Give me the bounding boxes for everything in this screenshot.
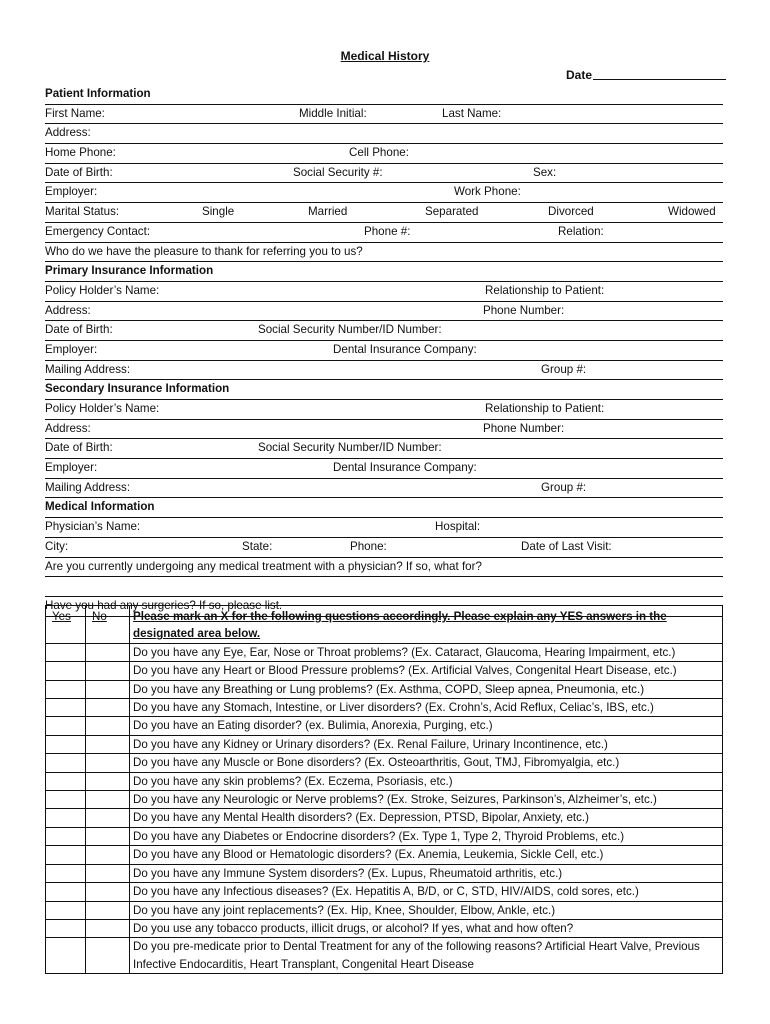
physician-phone-label: Phone:: [350, 539, 387, 553]
no-checkbox-cell[interactable]: [86, 809, 130, 827]
emergency-contact-label: Emergency Contact:: [45, 224, 151, 238]
secondary-dob-label: Date of Birth:: [45, 441, 113, 455]
section-title: Patient Information: [45, 87, 151, 100]
question-row: [46, 662, 723, 680]
question-row: [46, 643, 723, 661]
question-row: [46, 772, 723, 790]
no-checkbox-cell[interactable]: [86, 735, 130, 753]
question-row: [46, 791, 723, 809]
row-secondary-address[interactable]: [45, 420, 723, 440]
no-checkbox-cell[interactable]: [86, 754, 130, 772]
city-label: City:: [45, 539, 69, 553]
row-phones[interactable]: [45, 144, 723, 164]
treatment-label: Are you currently undergoing any medical treatment with a physician? If so, what for?: [45, 559, 482, 573]
primary-company-label: Dental Insurance Company:: [333, 342, 477, 356]
primary-relationship-label: Relationship to Patient:: [485, 283, 605, 297]
question-row: [46, 919, 723, 937]
physician-label: Physician’s Name:: [45, 520, 141, 534]
no-checkbox-cell[interactable]: [86, 883, 130, 901]
dob-label: Date of Birth:: [45, 165, 113, 179]
primary-phone-label: Phone Number:: [483, 303, 565, 317]
question-text: Do you have any Mental Health disorders? (Ex. Depression, PTSD, Bipolar, Anxiety, etc.): [130, 809, 723, 827]
marital-status-label: Marital Status:: [45, 205, 120, 219]
marital-single[interactable]: Single: [202, 205, 235, 219]
yes-checkbox-cell[interactable]: [46, 662, 86, 680]
form-title: Medical History: [340, 49, 430, 63]
secondary-ssn-label: Social Security Number/ID Number:: [258, 441, 442, 455]
primary-group-label: Group #:: [541, 362, 587, 376]
address-label: Address:: [45, 126, 91, 140]
question-row: [46, 864, 723, 882]
question-text: Do you have any Heart or Blood Pressure problems? (Ex. Artificial Valves, Congenital Heart Disease, etc.): [130, 662, 723, 680]
marital-divorced[interactable]: Divorced: [548, 205, 594, 219]
secondary-address-label: Address:: [45, 421, 91, 435]
secondary-relationship-label: Relationship to Patient:: [485, 402, 605, 415]
section-primary-insurance: [45, 262, 723, 282]
question-row: [46, 699, 723, 717]
question-row: [46, 717, 723, 735]
question-text: Do you have any Stomach, Intestine, or Liver disorders? (Ex. Crohn’s, Acid Reflux, Celiac’s, IBS, etc.): [130, 699, 723, 717]
last-name-label: Last Name:: [442, 106, 502, 120]
no-checkbox-cell[interactable]: [86, 791, 130, 809]
question-row: [46, 846, 723, 864]
employer-label: Employer:: [45, 185, 98, 199]
primary-address-label: Address:: [45, 303, 91, 317]
yes-checkbox-cell[interactable]: [46, 791, 86, 809]
ssn-label: Social Security #:: [293, 165, 383, 179]
row-primary-holder[interactable]: [45, 282, 723, 302]
row-secondary-mailing[interactable]: [45, 479, 723, 499]
hospital-label: Hospital:: [435, 520, 481, 534]
work-phone-label: Work Phone:: [454, 185, 521, 199]
yes-checkbox-cell[interactable]: [46, 846, 86, 864]
row-marital-status[interactable]: [45, 203, 723, 223]
no-checkbox-cell[interactable]: [86, 717, 130, 735]
section-medical-information: [45, 498, 723, 518]
no-checkbox-cell[interactable]: [86, 864, 130, 882]
no-checkbox-cell[interactable]: [86, 827, 130, 845]
row-primary-employer[interactable]: [45, 341, 723, 361]
section-title: Medical Information: [45, 500, 155, 514]
no-checkbox-cell[interactable]: [86, 772, 130, 790]
row-secondary-employer[interactable]: [45, 459, 723, 479]
row-primary-dob[interactable]: [45, 321, 723, 341]
question-text: Do you have any Infectious diseases? (Ex. Hepatitis A, B/D, or C, STD, HIV/AIDS, cold sores, etc.): [130, 883, 723, 901]
question-row: [46, 883, 723, 901]
question-row: [46, 901, 723, 919]
yes-checkbox-cell[interactable]: [46, 938, 86, 974]
no-checkbox-cell[interactable]: [86, 699, 130, 717]
date-field[interactable]: [566, 68, 726, 82]
date-label: Date: [566, 68, 593, 82]
row-physician[interactable]: [45, 518, 723, 538]
row-secondary-holder[interactable]: [45, 400, 723, 420]
question-text: Do you have any Immune System disorders? (Ex. Lupus, Rheumatoid arthritis, etc.): [130, 864, 723, 882]
secondary-mailing-label: Mailing Address:: [45, 480, 131, 494]
no-checkbox-cell[interactable]: [86, 901, 130, 919]
yes-checkbox-cell[interactable]: [46, 643, 86, 661]
row-treatment[interactable]: [45, 558, 723, 578]
no-column-header: No: [86, 606, 130, 644]
question-text: Do you have any Kidney or Urinary disorders? (Ex. Renal Failure, Urinary Incontinence, etc.): [130, 735, 723, 753]
no-checkbox-cell[interactable]: [86, 846, 130, 864]
question-text: Do you pre-medicate prior to Dental Treatment for any of the following reasons? Artificial Heart Valve, Previous Infective Endocarditis, Heart Transplant, Congenital Heart Disease: [130, 938, 723, 974]
secondary-phone-label: Phone Number:: [483, 421, 565, 435]
question-row: [46, 754, 723, 772]
section-title: Secondary Insurance Information: [45, 382, 230, 396]
row-treatment-blank[interactable]: [45, 577, 723, 597]
question-text: Do you have any Neurologic or Nerve problems? (Ex. Stroke, Seizures, Parkinson’s, Alzheimer’s, etc.): [130, 791, 723, 809]
yes-column-header: Yes: [46, 606, 86, 644]
question-row: [46, 680, 723, 698]
row-primary-mailing[interactable]: [45, 361, 723, 381]
yes-checkbox-cell[interactable]: [46, 735, 86, 753]
yes-checkbox-cell[interactable]: [46, 919, 86, 937]
yes-checkbox-cell[interactable]: [46, 717, 86, 735]
yes-checkbox-cell[interactable]: [46, 699, 86, 717]
question-row: [46, 827, 723, 845]
question-text: Do you have any Diabetes or Endocrine disorders? (Ex. Type 1, Type 2, Thyroid Problems, etc.): [130, 827, 723, 845]
question-row: [46, 938, 723, 974]
primary-ssn-label: Social Security Number/ID Number:: [258, 323, 442, 337]
question-text: Do you have any joint replacements? (Ex. Hip, Knee, Shoulder, Elbow, Ankle, etc.): [130, 901, 723, 919]
yes-checkbox-cell[interactable]: [46, 809, 86, 827]
yes-checkbox-cell[interactable]: [46, 680, 86, 698]
secondary-employer-label: Employer:: [45, 461, 98, 475]
primary-mailing-label: Mailing Address:: [45, 362, 131, 376]
question-text: Do you have an Eating disorder? (ex. Bulimia, Anorexia, Purging, etc.): [130, 717, 723, 735]
relation-label: Relation:: [558, 224, 604, 238]
question-text: Do you use any tobacco products, illicit drugs, or alcohol? If yes, what and how often?: [130, 919, 723, 937]
row-names[interactable]: [45, 105, 723, 125]
primary-employer-label: Employer:: [45, 342, 98, 356]
questions-table: [45, 605, 723, 974]
no-checkbox-cell[interactable]: [86, 662, 130, 680]
section-secondary-insurance: [45, 380, 723, 400]
row-address[interactable]: [45, 124, 723, 144]
question-text: Do you have any Breathing or Lung problems? (Ex. Asthma, COPD, Sleep apnea, Pneumonia, etc.): [130, 680, 723, 698]
marital-widowed[interactable]: Widowed: [668, 205, 716, 219]
row-dob-ssn-sex[interactable]: [45, 164, 723, 184]
question-text: Do you have any Eye, Ear, Nose or Throat problems? (Ex. Cataract, Glaucoma, Hearing Impairment, etc.): [130, 643, 723, 661]
state-label: State:: [242, 539, 273, 553]
section-title: Primary Insurance Information: [45, 264, 214, 278]
home-phone-label: Home Phone:: [45, 146, 116, 160]
secondary-company-label: Dental Insurance Company:: [333, 461, 477, 475]
no-checkbox-cell[interactable]: [86, 938, 130, 974]
questions-header-row: [46, 606, 723, 644]
date-line[interactable]: [593, 68, 726, 80]
last-visit-label: Date of Last Visit:: [521, 539, 612, 553]
sex-label: Sex:: [533, 165, 557, 179]
marital-separated[interactable]: Separated: [425, 205, 479, 219]
secondary-holder-label: Policy Holder’s Name:: [45, 402, 160, 415]
yes-checkbox-cell[interactable]: [46, 901, 86, 919]
primary-dob-label: Date of Birth:: [45, 323, 113, 337]
form-body: [45, 85, 723, 617]
primary-holder-label: Policy Holder’s Name:: [45, 283, 160, 297]
emergency-phone-label: Phone #:: [364, 224, 411, 238]
surgeries-label: Have you had any surgeries? If so, please list.: [45, 598, 283, 612]
question-row: [46, 735, 723, 753]
yes-checkbox-cell[interactable]: [46, 827, 86, 845]
row-primary-address[interactable]: [45, 302, 723, 322]
middle-initial-label: Middle Initial:: [299, 106, 367, 120]
yes-checkbox-cell[interactable]: [46, 864, 86, 882]
row-city[interactable]: [45, 538, 723, 558]
yes-checkbox-cell[interactable]: [46, 754, 86, 772]
secondary-group-label: Group #:: [541, 480, 587, 494]
questions-instructions: Please mark an X for the following questions accordingly. Please explain any YES answers in the designated area below.: [130, 606, 723, 644]
question-text: Do you have any Muscle or Bone disorders? (Ex. Osteoarthritis, Gout, TMJ, Fibromyalgia, etc.): [130, 754, 723, 772]
question-text: Do you have any Blood or Hematologic disorders? (Ex. Anemia, Leukemia, Sickle Cell, etc.): [130, 846, 723, 864]
first-name-label: First Name:: [45, 106, 105, 120]
cell-phone-label: Cell Phone:: [349, 146, 409, 160]
question-row: [46, 809, 723, 827]
no-checkbox-cell[interactable]: [86, 643, 130, 661]
marital-married[interactable]: Married: [308, 205, 348, 219]
yes-checkbox-cell[interactable]: [46, 883, 86, 901]
referral-label: Who do we have the pleasure to thank for referring you to us?: [45, 244, 363, 258]
row-emergency-contact[interactable]: [45, 223, 723, 243]
no-checkbox-cell[interactable]: [86, 919, 130, 937]
yes-checkbox-cell[interactable]: [46, 772, 86, 790]
row-secondary-dob[interactable]: [45, 439, 723, 459]
no-checkbox-cell[interactable]: [86, 680, 130, 698]
question-text: Do you have any skin problems? (Ex. Eczema, Psoriasis, etc.): [130, 772, 723, 790]
section-patient-information: [45, 85, 723, 105]
row-referral[interactable]: [45, 243, 723, 263]
row-employer[interactable]: [45, 183, 723, 203]
